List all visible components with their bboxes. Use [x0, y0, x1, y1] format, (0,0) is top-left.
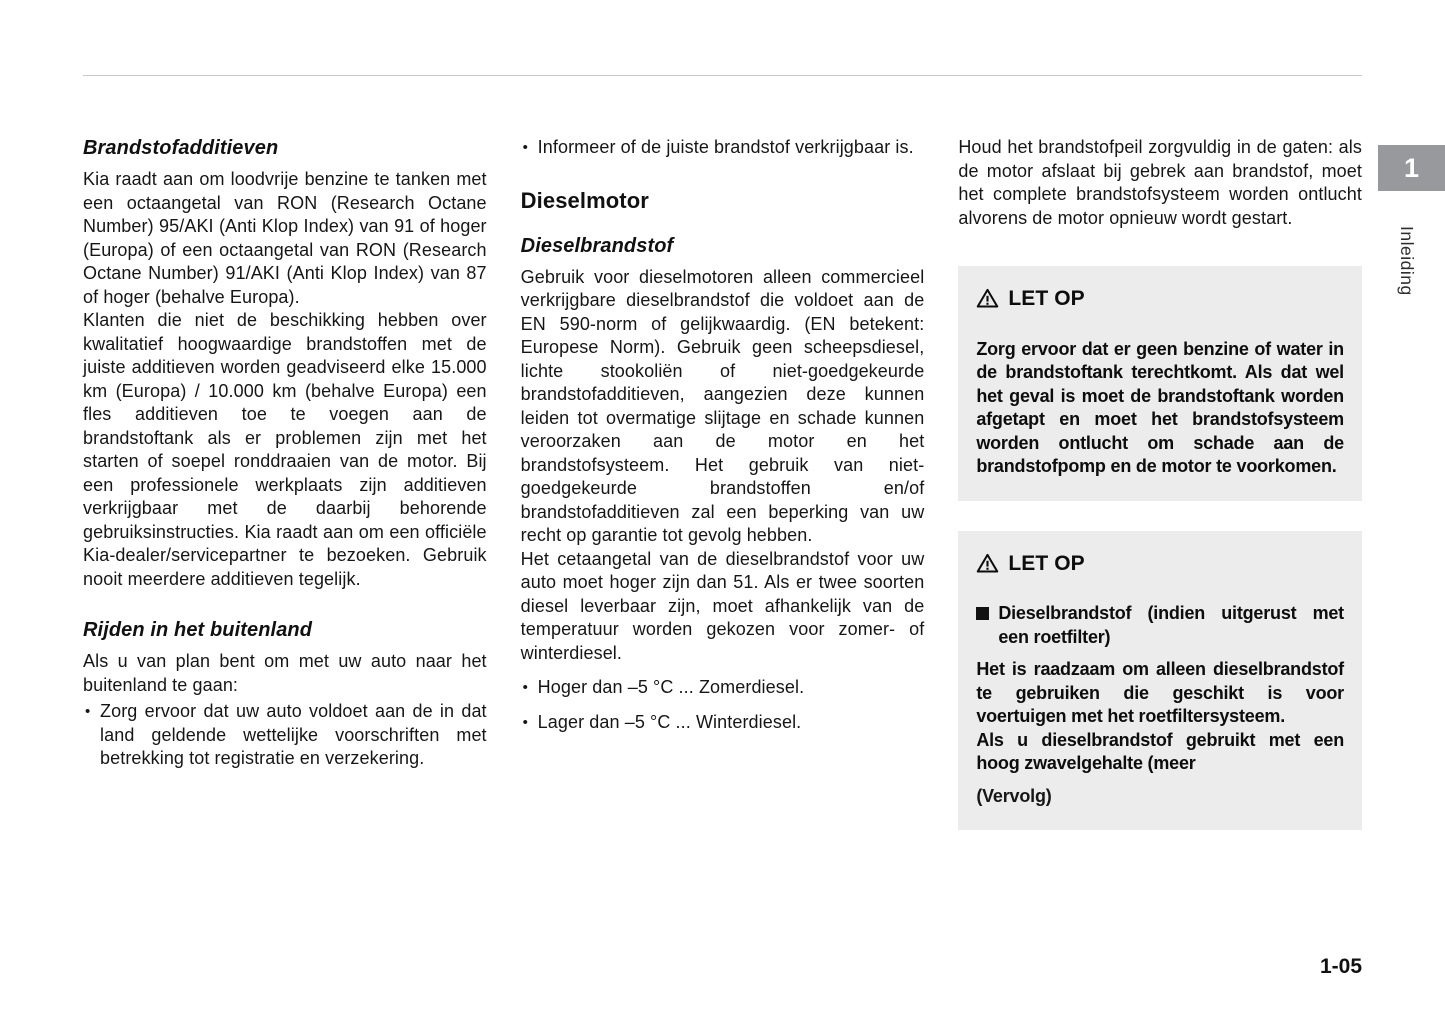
caution-item	[976, 602, 1344, 649]
caution-box-2	[958, 531, 1362, 831]
list-item	[521, 676, 925, 700]
caution-body: Het is raadzaam om alleen dieselbrandstof te gebruiken die geschikt is voor voertuigen met het roetfiltersysteem.	[976, 659, 1344, 726]
warning-icon	[976, 287, 999, 310]
chapter-number: 1	[1403, 152, 1420, 183]
list-item	[521, 136, 925, 160]
paragraph: Klanten die niet de beschikking hebben over kwalitatief hoogwaardige brandstoffen met de juiste additieven worden geadviseerd elke 15.000 km (Europa) / 10.000 km (behalve Europa) een fles additieven toe te voegen aan de brandstoftank als er problemen zijn met het starten of soepel ronddraaien van de motor. Bij een professionele werkplaats zijn additieven verkrijgbaar met de daarbij behorende gebruiksinstructies. Kia raadt aan om een officiële Kia-dealer/servicepartner te bezoeken. Gebruik nooit meerdere additieven tegelijk.	[83, 310, 487, 589]
page-number: 1-05	[1319, 955, 1362, 978]
chapter-tab	[1378, 145, 1445, 191]
column-left	[83, 136, 487, 830]
paragraph: Het cetaangetal van de dieselbrandstof voor uw auto moet hoger zijn dan 51. Als er twee soorten diesel leverbaar zijn, moet afhankelijk van de temperatuur worden gekozen voor zomer- of winterdiesel.	[520, 548, 925, 663]
caution-body: Zorg ervoor dat er geen benzine of water in de brandstoftank terechtkomt. Als dat wel het geval is moet de brandstoftank worden afgetapt en moet het brandstofsysteem worden ontlucht om schade aan de brandstofpomp en de motor te voorkomen.	[976, 338, 1344, 476]
caution-title-row	[976, 287, 1344, 311]
top-divider	[83, 75, 1362, 76]
paragraph: Als u van plan bent om met uw auto naar het buitenland te gaan:	[83, 651, 487, 695]
paragraph: Gebruik voor dieselmotoren alleen commercieel verkrijgbare dieselbrandstof die voldoet aan de EN 590-norm of gelijkwaardig. (EN betekent: Europese Norm). Gebruik geen scheepsdiesel, lichte stookoliën of niet-goedgekeurde brandstofadditieven, aangezien deze kunnen leiden tot overmatige slijtage en schade kunnen veroorzaken aan de motor en het brandstofsysteem. Het gebruik van niet-goedgekeurde brandstoffen en/of brandstofadditieven zal een beperking van uw recht op garantie tot gevolg hebben.	[520, 266, 925, 545]
caution-title: LET OP	[1008, 287, 1085, 310]
list-item-text: Informeer of de juiste brandstof verkrijgbaar is.	[537, 137, 914, 157]
caution-title: LET OP	[1008, 551, 1085, 575]
paragraph: Houd het brandstofpeil zorgvuldig in de gaten: als de motor afslaat bij gebrek aan brandstof, moet het complete brandstofsysteem worden ontlucht alvorens de motor opnieuw wordt gestart.	[958, 137, 1362, 228]
caution-title-row	[976, 552, 1344, 576]
warning-icon	[976, 552, 999, 575]
caution-body: Als u dieselbrandstof gebruikt met een hoog zwavelgehalte (meer	[976, 729, 1344, 773]
list-item	[521, 711, 925, 735]
heading-brandstofadditieven: Brandstofadditieven	[83, 137, 279, 159]
heading-rijden-buitenland: Rijden in het buitenland	[83, 619, 313, 641]
list-item-text: Zorg ervoor dat uw auto voldoet aan de in dat land geldende wettelijke voorschriften met betrekking tot registratie en verzekering.	[100, 701, 487, 768]
list-item	[83, 700, 487, 771]
heading-dieselmotor: Dieselmotor	[520, 187, 649, 213]
heading-dieselbrandstof: Dieselbrandstof	[520, 234, 674, 257]
square-bullet-icon	[976, 607, 989, 620]
paragraph: Kia raadt aan om loodvrije benzine te tanken met een octaangetal van RON (Research Octane Number) 95/AKI (Anti Klop Index) van 91 of hoger (Europa) of een octaangetal van RON (Research Octane Number) 91/AKI (Anti Klop Index) van 87 of hoger (behalve Europa).	[83, 169, 487, 307]
chapter-side-label: Inleiding	[1397, 226, 1417, 296]
column-right	[958, 136, 1362, 830]
caution-box-1	[958, 266, 1362, 501]
caution-item-title: Dieselbrandstof (indien uitgerust met een roetfilter)	[998, 603, 1344, 647]
list-item-text: Lager dan –5 °C ... Winterdiesel.	[537, 711, 802, 732]
continued-label: (Vervolg)	[976, 785, 1052, 806]
content-columns	[83, 136, 1362, 830]
column-middle	[521, 136, 925, 830]
list-item-text: Hoger dan –5 °C ... Zomerdiesel.	[537, 677, 805, 697]
